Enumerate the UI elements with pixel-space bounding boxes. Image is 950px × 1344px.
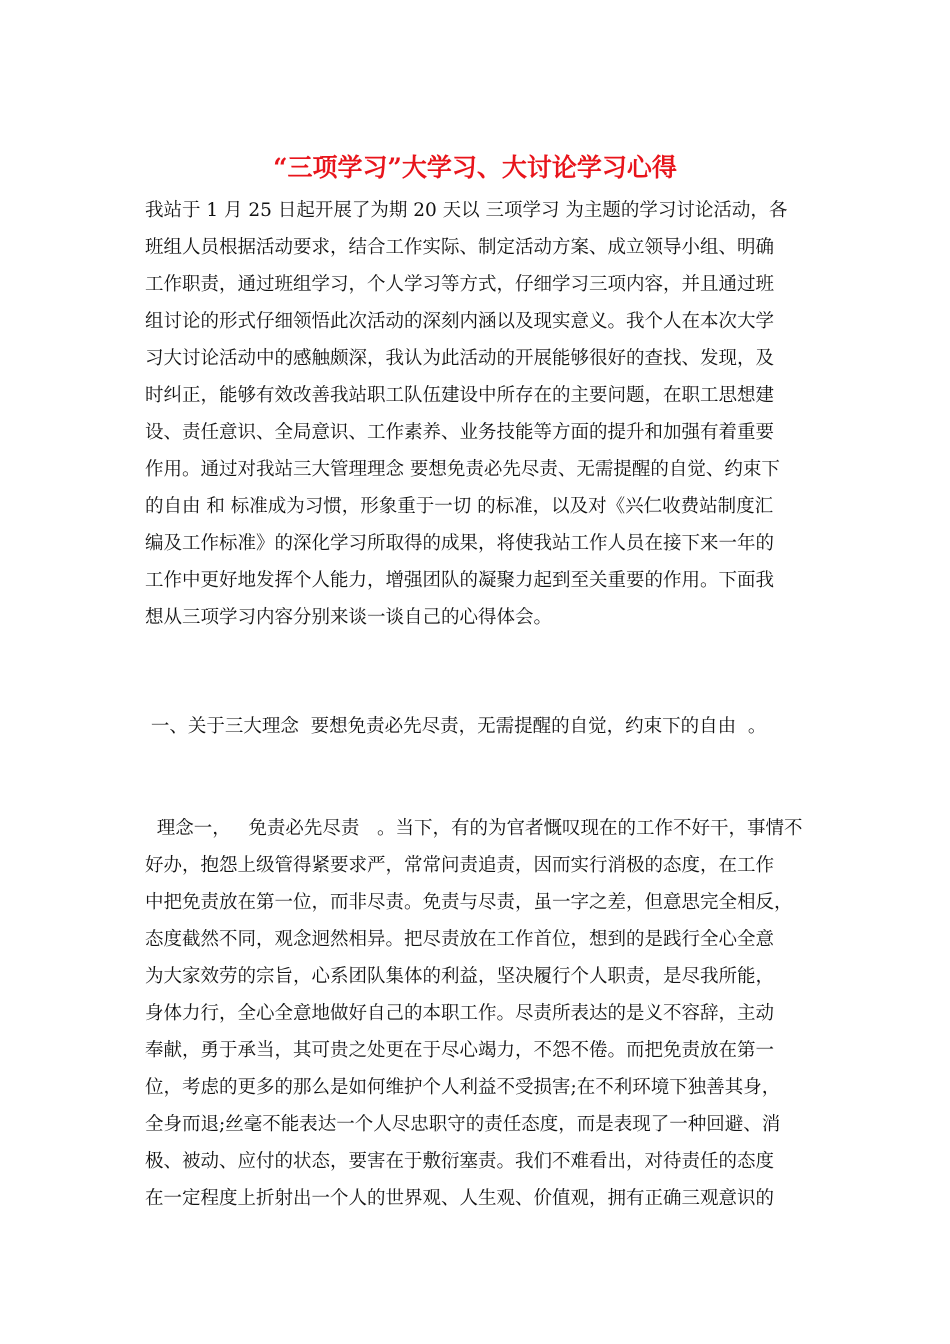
paragraph-line: 的自由 和 标准成为习惯，形象重于一切 的标准，以及对《兴仁收费站制度汇 [145, 496, 774, 517]
paragraph-line: 理念一， 免责必先尽责 。当下，有的为官者慨叹现在的工作不好干，事情不 [145, 818, 803, 839]
paragraph-line: 习大讨论活动中的感触颇深，我认为此活动的开展能够很好的查找、发现，及 [145, 348, 775, 369]
paragraph-line: 时纠正，能够有效改善我站职工队伍建设中所存在的主要问题，在职工思想建 [145, 385, 775, 406]
paragraph-line: 工作职责，通过班组学习，个人学习等方式，仔细学习三项内容，并且通过班 [145, 274, 775, 295]
paragraph-line: 中把免责放在第一位，而非尽责。免责与尽责，虽一字之差，但意思完全相反， [145, 892, 793, 913]
intro-paragraph [145, 192, 809, 636]
paragraph-line: 设、责任意识、全局意识、工作素养、业务技能等方面的提升和加强有着重要 [145, 422, 775, 443]
paragraph-line: 全身而退;丝毫不能表达一个人尽忠职守的责任态度，而是表现了一种回避、消 [145, 1114, 781, 1135]
paragraph-line: 班组人员根据活动要求，结合工作实际、制定活动方案、成立领导小组、明确 [145, 237, 775, 258]
paragraph-line: 想从三项学习内容分别来谈一谈自己的心得体会。 [145, 607, 553, 628]
paragraph-line: 作用。通过对我站三大管理理念 要想免责必先尽责、无需提醒的自觉、约束下 [145, 459, 780, 480]
paragraph-line: 在一定程度上折射出一个人的世界观、人生观、价值观，拥有正确三观意识的 [145, 1188, 775, 1209]
paragraph-line: 极、被动、应付的状态，要害在于敷衍塞责。我们不难看出，对待责任的态度 [145, 1151, 775, 1172]
document-title: “三项学习”大学习、大讨论学习心得 [273, 153, 677, 182]
paragraph-line: 组讨论的形式仔细领悟此次活动的深刻内涵以及现实意义。我个人在本次大学 [145, 311, 775, 332]
paragraph-line: 我站于 1 月 25 日起开展了为期 20 天以 三项学习 为主题的学习讨论活动，各 [145, 200, 788, 221]
paragraph-line: 工作中更好地发挥个人能力，增强团队的凝聚力起到至关重要的作用。下面我 [145, 570, 775, 591]
paragraph-line: 态度截然不同，观念迥然相异。把尽责放在工作首位，想到的是践行全心全意 [145, 929, 775, 950]
paragraph-line: 身体力行，全心全意地做好自己的本职工作。尽责所表达的是义不容辞，主动 [145, 1003, 775, 1024]
paragraph-line: 编及工作标准》的深化学习所取得的成果，将使我站工作人员在接下来一年的 [145, 533, 775, 554]
paragraph-line: 位，考虑的更多的那么是如何维护个人利益不受损害;在不利环境下独善其身， [145, 1077, 781, 1098]
paragraph-line: 好办，抱怨上级管得紧要求严，常常问责追责，因而实行消极的态度，在工作 [145, 855, 775, 876]
paragraph-line: 奉献，勇于承当，其可贵之处更在于尽心竭力，不怨不倦。而把免责放在第一 [145, 1040, 775, 1061]
body-paragraph [145, 810, 809, 1217]
section-heading: 一、关于三大理念 要想免责必先尽责，无需提醒的自觉，约束下的自由 。 [145, 716, 767, 737]
paragraph-line: 为大家效劳的宗旨，心系团队集体的利益，坚决履行个人职责，是尽我所能， [145, 966, 775, 987]
